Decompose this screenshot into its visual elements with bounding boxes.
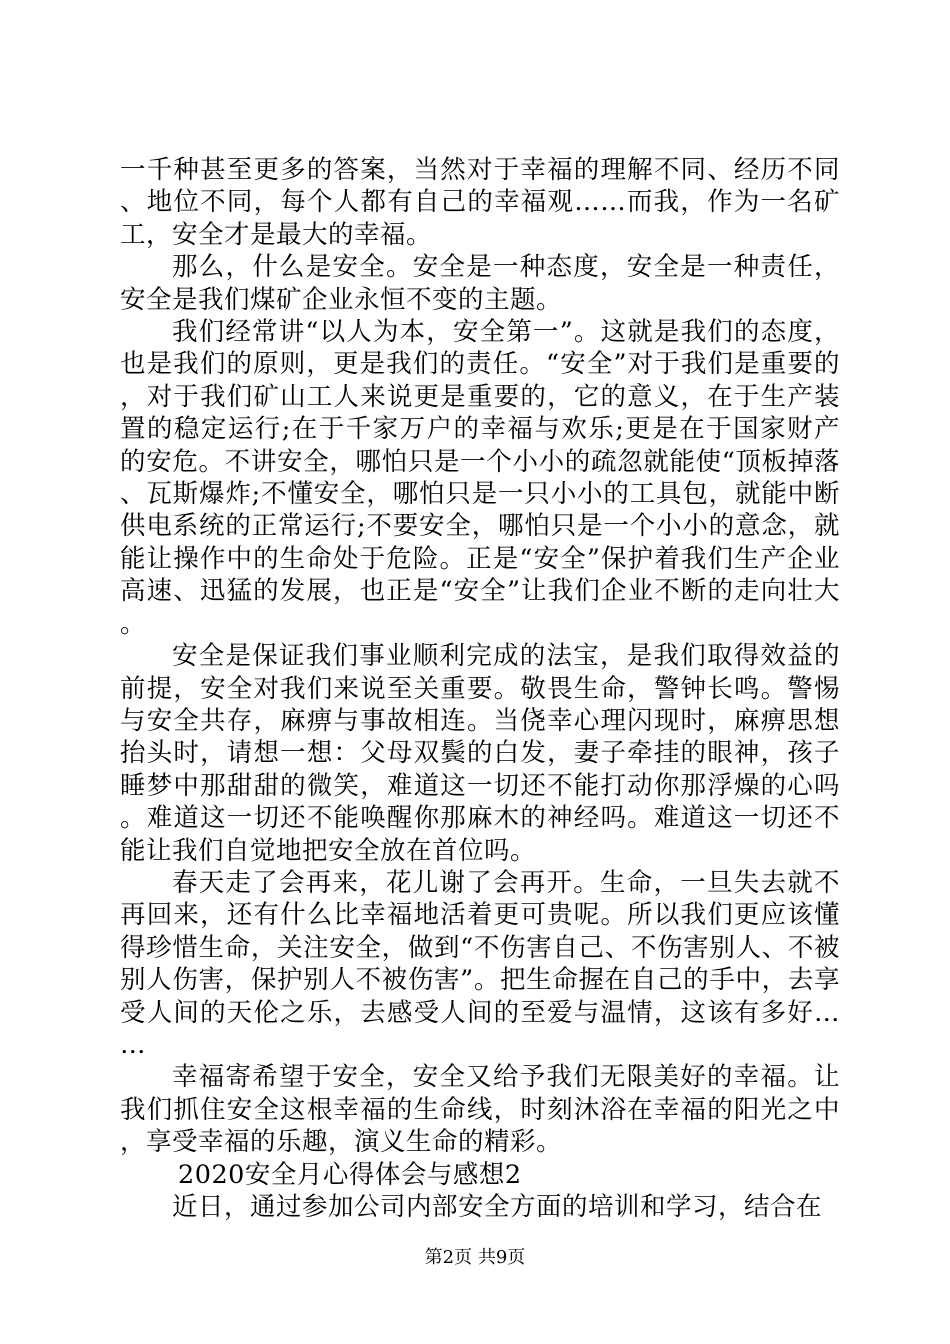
paragraph-1: 一千种甚至更多的答案，当然对于幸福的理解不同、经历不同、地位不同，每个人都有自己的幸福观……而我，作为一名矿工，安全才是最大的幸福。 <box>120 155 840 250</box>
section-heading: 2020安全月心得体会与感想2 <box>178 1159 522 1190</box>
paragraph-2: 那么，什么是安全。安全是一种态度，安全是一种责任，安全是我们煤矿企业永恒不变的主题。 <box>120 252 840 315</box>
paragraph-6: 幸福寄希望于安全，安全又给予我们无限美好的幸福。让我们抓住安全这根幸福的生命线，时刻沐浴在幸福的阳光之中，享受幸福的乐趣，演义生命的精彩。 <box>120 1062 840 1158</box>
paragraph-7: 近日，通过参加公司内部安全方面的培训和学习，结合在 <box>172 1192 823 1222</box>
paragraph-4: 安全是保证我们事业顺利完成的法宝，是我们取得效益的前提，安全对我们来说至关重要。敬畏生命，警钟长鸣。警惕与安全共存，麻痹与事故相连。当侥幸心理闪现时，麻痹思想抬头时，请想一想：父母双鬓的白发，妻子牵挂的眼神，孩子睡梦中那甜甜的微笑，难道这一切还不能打动你那浮燥的心吗。难道这一切还不能唤醒你那麻木的神经吗。难道这一切还不能让我们自觉地把安全放在首位吗。 <box>120 641 840 866</box>
paragraph-3: 我们经常讲“以人为本，安全第一”。这就是我们的态度，也是我们的原则，更是我们的责任。“安全”对于我们是重要的，对于我们矿山工人来说更是重要的，它的意义，在于生产装置的稳定运行;在于千家万户的幸福与欢乐;更是在于国家财产的安危。不讲安全，哪怕只是一个小小的疏忽就能使“顶板掉落、瓦斯爆炸;不懂安全，哪怕只是一只小小的工具包，就能中断供电系统的正常运行;不要安全，哪怕只是一个小小的意念，就能让操作中的生命处于危险。正是“安全”保护着我们生产企业高速、迅猛的发展，也正是“安全”让我们企业不断的走向壮大。 <box>120 317 840 639</box>
document-body <box>120 154 840 1223</box>
paragraph-5: 春天走了会再来，花儿谢了会再开。生命，一旦失去就不再回来，还有什么比幸福地活着更可贵呢。所以我们更应该懂得珍惜生命，关注安全，做到“不伤害自己、不伤害别人、不被别人伤害，保护别人不被伤害”。把生命握在自己的手中，去享受人间的天伦之乐，去感受人间的至爱与温情，这该有多好…… <box>120 867 840 1060</box>
page-number-footer: 第2页 共9页 <box>424 1247 526 1268</box>
